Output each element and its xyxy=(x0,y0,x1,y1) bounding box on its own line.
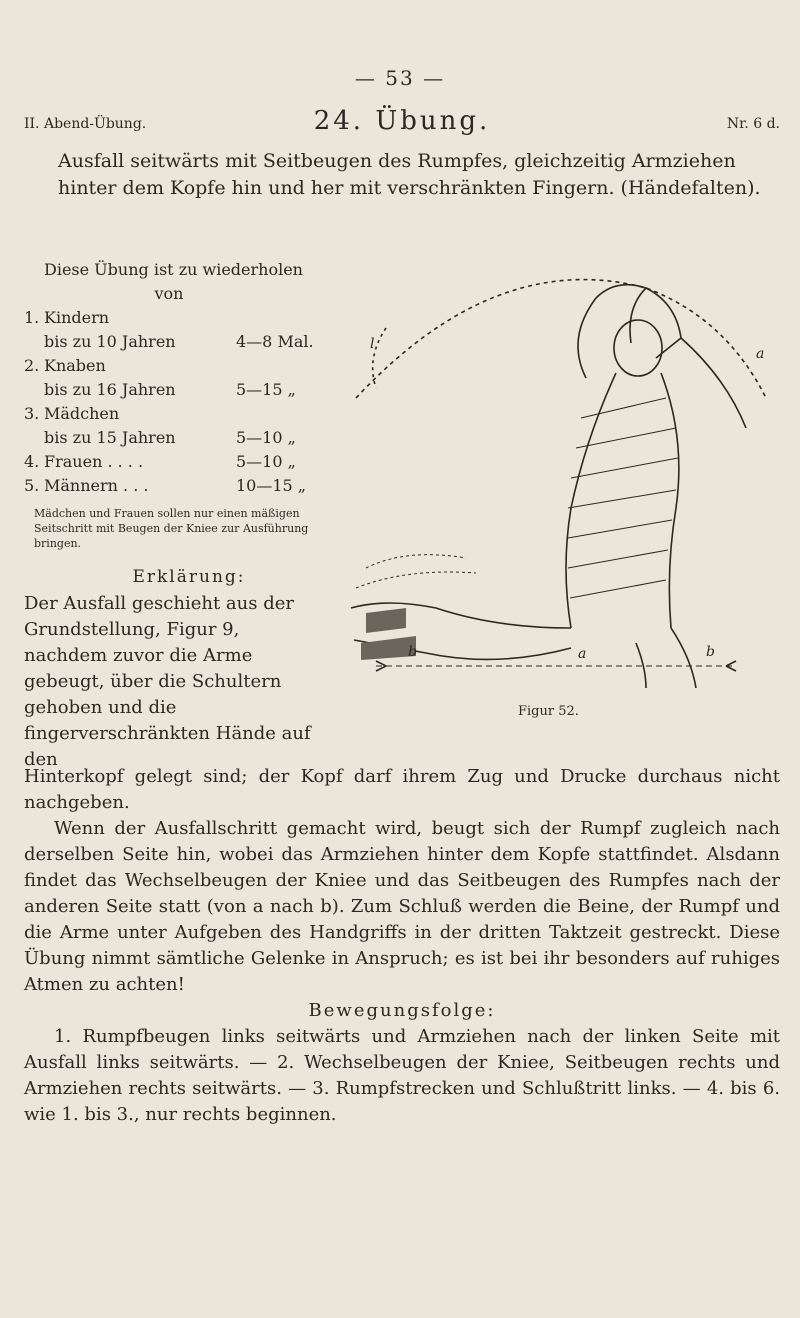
repetition-row: 1. Kindern xyxy=(24,308,110,327)
body-text xyxy=(24,764,780,1128)
figure-label-a: a xyxy=(756,346,765,362)
header-section: II. Abend-Übung. xyxy=(24,116,147,132)
explanation-continuation: Hinterkopf gelegt sind; der Kopf darf ihrem Zug und Drucke durchaus nicht nachgeben. xyxy=(24,766,780,813)
figure-label-a-bottom: a xyxy=(578,646,587,662)
repetition-row: 2. Knaben xyxy=(24,356,106,375)
header-number: Nr. 6 d. xyxy=(726,116,780,132)
repetition-row-sub: bis zu 16 Jahren 5—15 „ xyxy=(44,380,296,399)
repetition-row: 4. Frauen . . . . 5—10 „ xyxy=(24,452,296,471)
sequence-heading: Bewegungsfolge: xyxy=(308,1000,496,1021)
repetition-row-sub: bis zu 10 Jahren 4—8 Mal. xyxy=(44,332,314,351)
repetition-row-sub: bis zu 15 Jahren 5—10 „ xyxy=(44,428,296,447)
explanation-paragraph: Wenn der Ausfallschritt gemacht wird, beugt sich der Rumpf zugleich nach derselben Seite hin, wobei das Armziehen hinter dem Kopfe stattfindet. Alsdann findet das Wechselbeugen der Kniee und das Seitbeugen des Rumpfes nach der anderen Seite statt (von a nach b). Zum Schluß werden die Beine, der Rumpf und die Arme unter Aufgeben des Handgriffs in der dritten Taktzeit gestreckt. Diese Übung nimmt sämtliche Gelenke in Anspruch; es ist bei ihr besonders auf ruhiges Atmen zu achten! xyxy=(24,818,780,995)
left-column xyxy=(24,258,354,773)
explanation-heading: Erklärung: xyxy=(132,567,246,587)
repetition-title-von: von xyxy=(154,284,184,303)
figure-caption: Figur 52. xyxy=(518,704,579,719)
page-number: — 53 — xyxy=(354,66,446,90)
repetition-row: 5. Männern . . . 10—15 „ xyxy=(24,476,307,495)
exercise-figure-illustration xyxy=(346,268,776,698)
explanation-text: Der Ausfall geschieht aus der Grundstellung, Figur 9, nachdem zuvor die Arme gebeugt, über die Schultern gehoben und die fingerverschränkten Hände auf den xyxy=(24,593,311,770)
figure-label-l: l xyxy=(370,336,375,352)
figure-label-b-right: b xyxy=(706,644,715,660)
exercise-description: Ausfall seitwärts mit Seitbeugen des Rumpfes, gleichzeitig Armziehen hinter dem Kopfe hin und her mit verschränkten Fingern. (Händefalten). xyxy=(58,150,761,199)
sequence-text: 1. Rumpfbeugen links seitwärts und Armziehen nach der linken Seite mit Ausfall links seitwärts. — 2. Wechselbeugen der Kniee, Seitbeugen rechts und Armziehen rechts seitwärts. — 3. Rumpfstrecken und Schlußtritt links. — 4. bis 6. wie 1. bis 3., nur rechts beginnen. xyxy=(24,1026,780,1125)
running-header xyxy=(24,106,780,140)
header-title: 24. Übung. xyxy=(313,106,491,136)
figure-label-b-left: b xyxy=(408,644,417,660)
repetition-note: Mädchen und Frauen sollen nur einen mäßigen Seitschritt mit Beugen der Kniee zur Ausführung bringen. xyxy=(34,507,309,550)
repetition-title: Diese Übung ist zu wiederholen xyxy=(44,260,303,279)
repetition-row: 3. Mädchen xyxy=(24,404,120,423)
